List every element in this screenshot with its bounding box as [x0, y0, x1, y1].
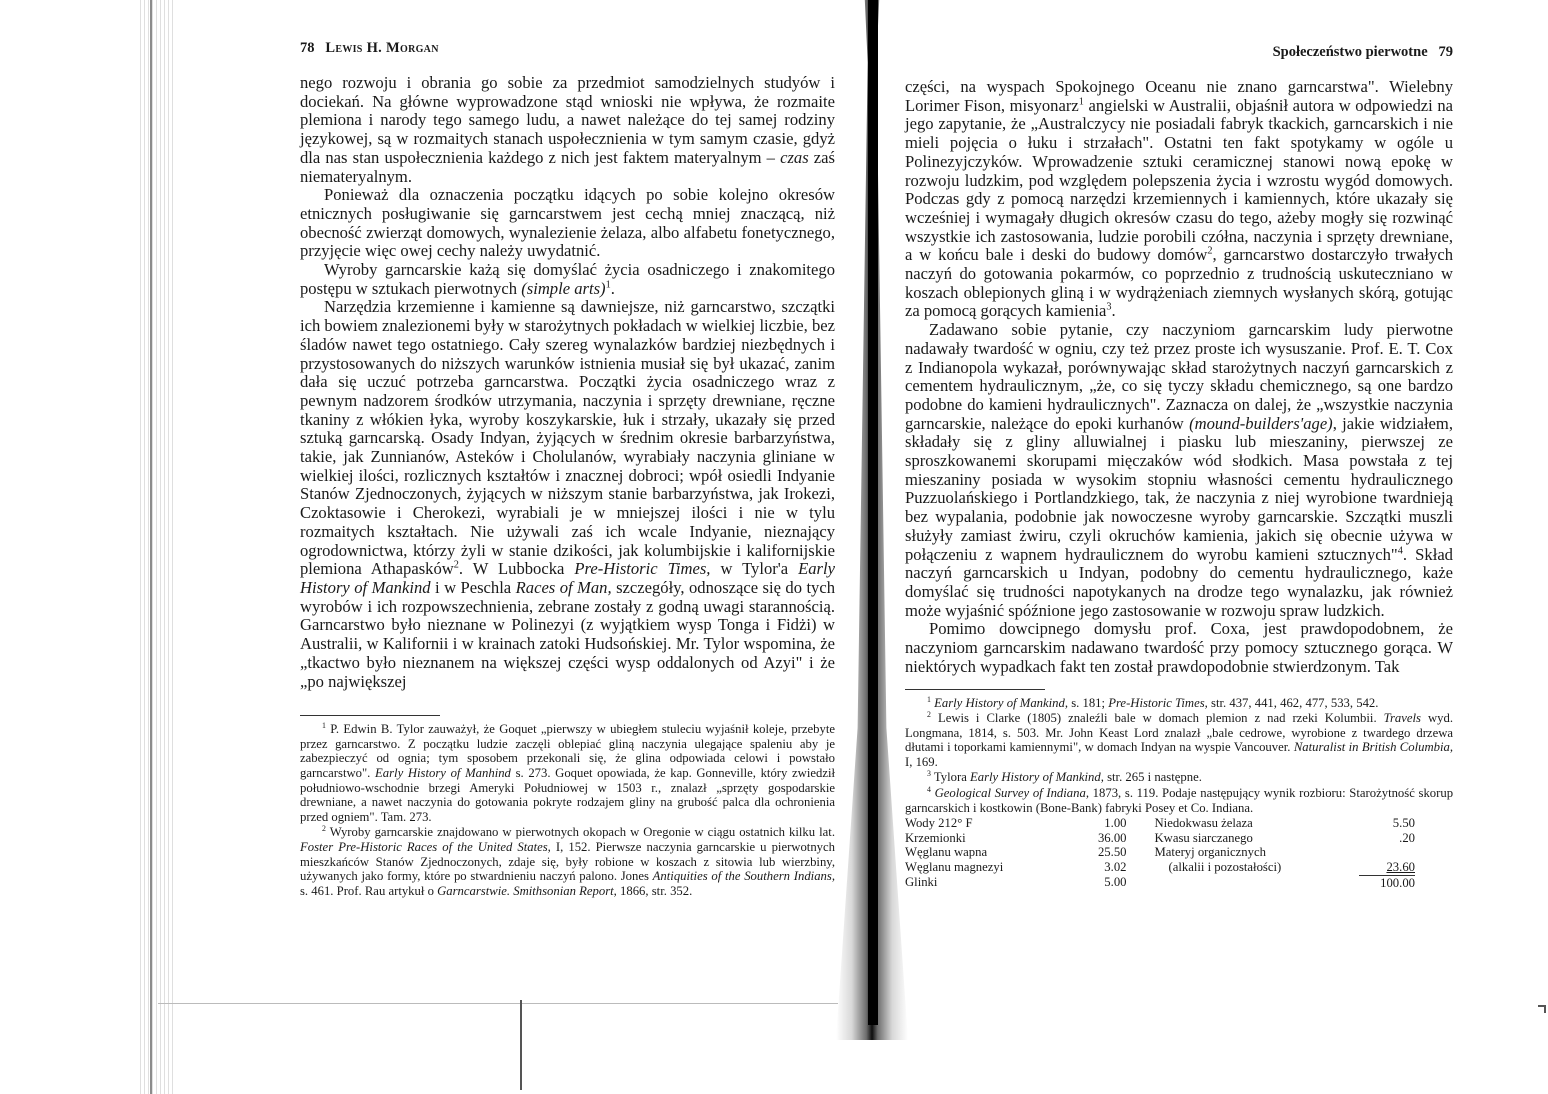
- table-row: Węglanu magnezyi 3.02 (alkalii i pozostałości) 23.60: [905, 860, 1415, 875]
- footnote: $^2$ Lewis i Clarke (1805) znaleźli bale w domach plemion z nad rzeki Kolumbii. Travels wyd. Longmana, 1814, s. 503. Mr. John Keast Lord znalazł „bale cedrowe, wyrobione z twardego drzewa dłutami i toporkami kamiennymi", w domach Indyan na wyspie Vancouver. Naturalist in British Columbia, I, 169.: [905, 709, 1454, 769]
- table-row: Krzemionki 36.00 Kwasu siarczanego .20: [905, 830, 1415, 845]
- right-footnotes: [905, 689, 1453, 891]
- right-running-head: [905, 44, 1453, 64]
- paragraph: Wyroby garncarskie każą się domyślać życia osadniczego i znakomitego postępu w sztukach pierwotnych (simple arts)$^1$.: [300, 260, 835, 298]
- left-page: [300, 40, 835, 898]
- footnote: $^4$ Geological Survey of Indiana, 1873, s. 119. Podaje następujący wynik rozbioru: Starożytność skorup garncarskich i kostkowin (Bone-Bank) fabryki Posey et Co. Indiana.: [905, 784, 1454, 815]
- left-header-author: Lewis H. Morgan: [325, 40, 439, 56]
- footnote-ref: 1: [605, 279, 611, 291]
- footnote: $^3$ Tylora Early History of Mankind, str. 265 i następne.: [927, 769, 1202, 785]
- footnote-rule: [905, 689, 1045, 690]
- footnote-ref: 2: [1207, 245, 1213, 257]
- footnote-ref: 2: [453, 559, 459, 571]
- footnote-ref: 4: [1397, 545, 1403, 557]
- table-row: Wody 212° F 1.00 Niedokwasu żelaza 5.50: [905, 816, 1415, 831]
- table-row: Węglanu wapna 25.50 Materyj organicznych: [905, 845, 1266, 860]
- paragraph: nego rozwoju i obrania go sobie za przedmiot samodzielnych studyów i dociekań. Na główne wyprowadzone stąd wnioski nie wpływa, że rozmaite plemiona i narody tego samego ludu, a nawet należące do tej samej rodziny językowej, są w rozmaitych stanach uspołecznienia w tym samym czasie, gdyż dla nas stan uspołecznienia każdego z nich jest faktem materyalnym – czas zaś niemateryalnym.: [300, 73, 835, 186]
- right-page: [905, 44, 1453, 890]
- paragraph: części, na wyspach Spokojnego Oceanu nie znano garncarstwa". Wielebny Lorimer Fison, misyonarz$^1$ angielski w Australii, objaśnił autora w odpowiedzi na jego zapytanie, że „Australczycy nie posiadali fabryk tkackich, garncarskich i nie mieli pojęcia o łuku i strzałach". Ostatni ten fakt spotykamy w ogóle u Polinezyjczyków. Wprowadzenie sztuki ceramicznej stanowi nową epokę w rozwoju ludzkim, pod względem polepszenia życia i wzrostu wygód domowych. Podczas gdy z pomocą narzędzi krzemiennych i kamiennych, które ukazały się wcześniej i wymagały długich okresów czasu do tego, ażeby mogły się rozwinąć wszystkie ich zastosowania, ludzie porobili czółna, naczynia i sprzęty drewniane, a w końcu bale i deski do budowy domów$^2$, garncarstwo dostarczyło trwałych naczyń do gotowania pokarmów, co poprzednio z trudnością uskuteczniano w koszach oblepionych gliną i w wydrążeniach ziemnych wysłanych skórą, gotując za pomocą gorących kamienia$^3$.: [905, 77, 1453, 321]
- footnote-rule: [300, 715, 440, 716]
- left-running-head: [300, 40, 835, 60]
- scan-bottom-line: [158, 1003, 838, 1004]
- left-body: [300, 74, 835, 691]
- scan-corner-mark: [1538, 1005, 1546, 1013]
- scan-left-edge-line: [150, 0, 152, 1094]
- right-header-title: Społeczeństwo pierwotne: [1272, 44, 1428, 60]
- scan-bottom-rule: [520, 1000, 522, 1090]
- footnote: $^1$ Early History of Mankind, s. 181; Pre-Historic Times, str. 437, 441, 462, 477, 533, 542.: [927, 694, 1379, 710]
- book-gutter-core: [868, 0, 878, 1025]
- table-row: Glinki 5.00 100.00: [905, 875, 1415, 890]
- footnote: $^2$ Wyroby garncarskie znajdowano w pierwotnych okopach w Oregonie w ciągu ostatnich kilku lat. Foster Pre-Historic Races of the United States, I, 152. Pierwsze naczynia garncarskie u pierwotnych mieszkańców Stanów Zjednoczonych, zdaje się, były robione w koszach z sitowia lub wierzbiny, używanych jako formy, które po stwardnieniu naczyń palono. Jones Antiquities of the Southern Indians, s. 461. Prof. Rau artykuł o Garncarstwie. Smithsonian Report, 1866, str. 352.: [300, 824, 835, 898]
- left-footnotes: [300, 715, 835, 898]
- footnote-ref: 1: [1078, 96, 1084, 108]
- paragraph: Ponieważ dla oznaczenia początku idących po sobie kolejno okresów etnicznych posługiwanie się garncarstwem jest cechą mniej znaczącą, niż obecność zwierząt domowych, wynalezienie żelaza, albo alfabetu fonetycznego, przyjęcie więc owej cechy należy uwydatnić.: [300, 185, 835, 261]
- paragraph: Zadawano sobie pytanie, czy naczyniom garncarskim ludy pierwotne nadawały twardość w ogniu, czy też przez proste ich wysuszanie. Prof. E. T. Cox z Indianopola wykazał, porównywając skład starożytnych naczyń garncarskich z cementem hydraulicznym, „że, co się tyczy składu chemicznego, są one bardzo podobne do kamieni hydraulicznych". Zaznacza on dalej, że „wszystkie naczynia garncarskie, należące do epoki kurhanów (mound-builders'age), jakie widziałem, składały się z gliny alluwialnej i piasku lub mieszaniny, pierwszej ze sproszkowanemi skorupami mięczaków wód słodkich. Masa powstała z tej mieszaniny posiada w wysokim stopniu własności cementu hydraulicznego Puzzuolańskiego i Portlandzkiego, tak, że naczynia z niej wyrobione twardnieją bez wypalania, podobnie jak nowoczesne wyroby garncarskie. Szczątki muszli służyły zamiast żwiru, czyli okruchów kamienia, jakich się obecnie używa w połączeniu z wapnem hydraulicznem do wyrobu kamieni sztucznych"$^4$. Skład naczyń garncarskich u Indyan, podobny do cementu hydraulicznego, każe domyślać się trudności napotykanych na drodze tego wynalazku, jak również może wyjaśnić spóźnione jego zastosowanie w rozwoju spraw ludzkich.: [905, 320, 1453, 620]
- paragraph: Pomimo dowcipnego domysłu prof. Coxa, jest prawdopodobnem, że naczyniom garncarskim nadawano twardość przy pomocy sztucznego gorąca. W niektórych wypadkach fakt ten został prawdopodobnie stwierdzonym. Tak: [905, 619, 1453, 676]
- paragraph: Narzędzia krzemienne i kamienne są dawniejsze, niż garncarstwo, szczątki ich bowiem znalezionemi były w starożytnych pokładach w wielkiej liczbie, bez śladów nawet tego ostatniego. Cały szereg wynalazków bardziej niezbędnych i przystosowanych do niższych warunków istnienia musiał się był ukazać, zanim dała się uczuć potrzeba garncarstwa. Początki życia osadniczego wraz z pewnym nadzorem środków utrzymania, naczynia i sprzęty drewniane, ręczne tkaniny z włókien łyka, wyroby koszykarskie, łuk i strzały, ukazały się przed sztuką garncarską. Osady Indyan, żyjących w średnim okresie barbarzyństwa, takie, jak Zunnianów, Asteków i Cholulanów, wyrabiały naczynia gliniane w wielkiej ilości, rozlicznych kształtów i znacznej dobroci; wpół osiedli Indyanie Stanów Zjednoczonych, żyjących w niższym stanie barbarzyństwa, jak Irokezi, Czoktasowie i Cherokezi, wyrabiali je w mniejszej ilości i nie w tylu rozmaitych kształtach. Nie używali zaś ich wcale Indyanie, nieznający ogrodownictwa, którzy żyli w stanie dzikości, jak kolumbijskie i kalifornijskie plemiona Athapasków$^2$. W Lubbocka Pre-Historic Times, w Tylor'a Early History of Mankind i w Peschla Races of Man, szczegóły, odnoszące się do tych wyrobów i ich rozpowszechnienia, zebrane zostały z godną uwagi starannością. Garncarstwo było nieznane w Polinezyi (z wyjątkiem wysp Tonga i Fidżi) w Australii, w Kalifornii i w krainach zatoki Hudsońskiej. Mr. Tylor wspomina, że „tkactwo było nieznanem na większej części wysp oddalonych od Azyi" i że „po największej: [300, 297, 836, 691]
- scan-left-edge: [140, 0, 174, 1094]
- right-body: [905, 78, 1453, 677]
- analysis-table: [905, 816, 1415, 890]
- left-page-number: 78: [300, 40, 315, 56]
- footnote-ref: 3: [1106, 301, 1112, 313]
- footnote: $^1$ P. Edwin B. Tylor zauważył, że Goquet „pierwszy w ubiegłem stuleciu wyjaśnił koleje, przebyte przez garncarstwo. Z początku ludzie zaczęli oblepiać gliną naczynia ulegające spaleniu aby je zabezpieczyć od ognia; tym sposobem przekonali się, że glina odpowiada celowi i powstało garncarstwo". Early History of Manhind s. 273. Goquet opowiada, że kap. Gonneville, który zwiedził południowo-wschodnie brzegi Ameryki Południowej w 1503 r., znalazł „sprzęty gospodarskie drewniane, a nawet naczynia do gotowania pokryte rodzajem gliny na grubość palca dla ochronienia przed ogniem". Tam. 273.: [300, 720, 836, 824]
- right-page-number: 79: [1438, 44, 1453, 60]
